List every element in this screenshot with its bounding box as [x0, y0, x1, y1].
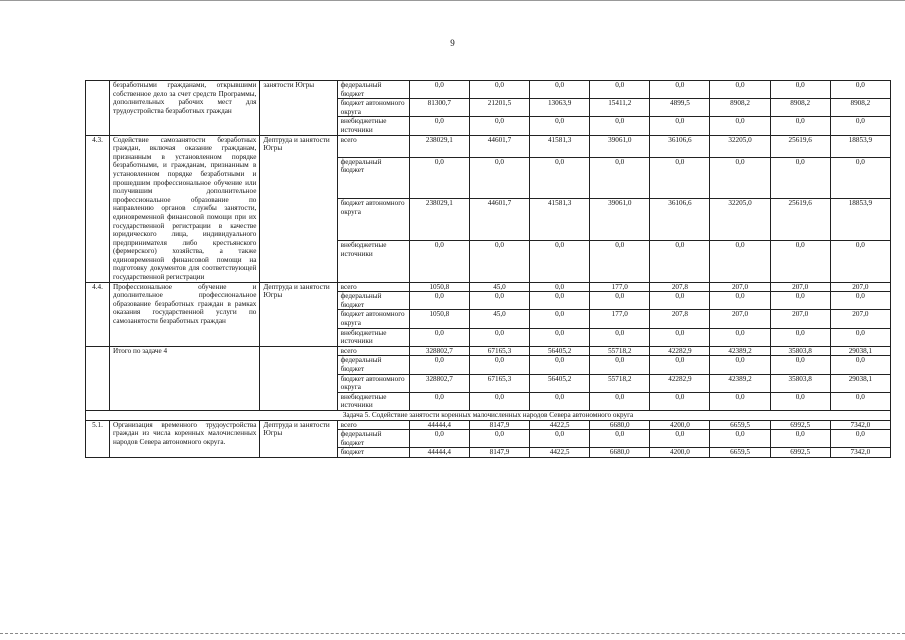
task-header-row	[86, 410, 891, 420]
funding-value: 41581,3	[530, 135, 590, 157]
funding-source: всего	[337, 346, 409, 356]
funding-source: внебюджетные источники	[337, 240, 409, 282]
funding-source: бюджет автономного округа	[337, 99, 409, 117]
funding-value: 0,0	[530, 430, 590, 448]
funding-value: 207,0	[770, 310, 830, 328]
table-row	[86, 420, 891, 430]
funding-value: 81300,7	[409, 99, 469, 117]
measure-description: Организация временного трудоустройства граждан из числа коренных малочисленных народов Севера автономного округа.	[110, 420, 260, 457]
funding-source: федеральный бюджет	[337, 157, 409, 199]
funding-value: 238029,1	[409, 199, 469, 241]
funding-value: 44601,7	[469, 135, 529, 157]
funding-value: 0,0	[590, 240, 650, 282]
funding-value: 0,0	[830, 157, 890, 199]
funding-value: 0,0	[830, 117, 890, 135]
funding-value: 0,0	[710, 392, 770, 410]
funding-value: 0,0	[650, 328, 710, 346]
funding-value: 42389,2	[710, 374, 770, 392]
funding-value: 0,0	[830, 392, 890, 410]
funding-value: 207,0	[830, 282, 890, 292]
funding-value: 177,0	[590, 310, 650, 328]
table-row	[86, 346, 891, 356]
task-title: Задача 5. Содействие занятости коренных малочисленных народов Севера автономного округа	[86, 410, 891, 420]
funding-value: 25619,6	[770, 135, 830, 157]
funding-value: 0,0	[770, 157, 830, 199]
funding-value: 207,0	[710, 310, 770, 328]
funding-value: 207,0	[770, 282, 830, 292]
funding-source: всего	[337, 282, 409, 292]
funding-value: 0,0	[590, 392, 650, 410]
funding-value: 0,0	[590, 356, 650, 374]
funding-value: 4422,5	[530, 448, 590, 458]
funding-value: 32205,0	[710, 199, 770, 241]
page-number: 9	[450, 38, 455, 48]
funding-value: 328802,7	[409, 374, 469, 392]
funding-value: 44444,4	[409, 420, 469, 430]
funding-source: бюджет автономного округа	[337, 374, 409, 392]
row-number: 4.3.	[86, 135, 110, 282]
responsible-executor: занятости Югры	[260, 81, 337, 136]
row-number: 5.1.	[86, 420, 110, 457]
funding-value: 0,0	[590, 430, 650, 448]
funding-value: 0,0	[770, 117, 830, 135]
funding-value: 0,0	[830, 430, 890, 448]
funding-source: федеральный бюджет	[337, 356, 409, 374]
funding-value: 0,0	[469, 392, 529, 410]
funding-value: 207,8	[650, 310, 710, 328]
funding-value: 0,0	[830, 328, 890, 346]
funding-value: 0,0	[530, 117, 590, 135]
funding-value: 0,0	[650, 81, 710, 99]
funding-value: 0,0	[530, 328, 590, 346]
responsible-executor: Дептруда и занятости Югры	[260, 282, 337, 346]
funding-source: внебюджетные источники	[337, 328, 409, 346]
funding-value: 18853,9	[830, 135, 890, 157]
funding-value: 0,0	[409, 157, 469, 199]
funding-value: 42389,2	[710, 346, 770, 356]
funding-source: федеральный бюджет	[337, 430, 409, 448]
funding-value: 0,0	[530, 157, 590, 199]
funding-table	[85, 80, 891, 458]
funding-value: 0,0	[409, 392, 469, 410]
table-body	[86, 81, 891, 458]
row-number	[86, 346, 110, 410]
funding-value: 0,0	[710, 240, 770, 282]
funding-value: 7342,0	[830, 448, 890, 458]
funding-value: 0,0	[469, 328, 529, 346]
funding-value: 238029,1	[409, 135, 469, 157]
funding-value: 0,0	[710, 430, 770, 448]
measure-description: безработными гражданами, открывшими собственное дело за счет средств Программы, дополнительных рабочих мест для трудоустройства безработных граждан	[110, 81, 260, 136]
funding-value: 8147,9	[469, 448, 529, 458]
funding-value: 0,0	[710, 356, 770, 374]
top-border-line	[0, 0, 905, 1]
funding-source: всего	[337, 135, 409, 157]
funding-value: 0,0	[650, 356, 710, 374]
funding-value: 6659,5	[710, 448, 770, 458]
funding-value: 4422,5	[530, 420, 590, 430]
funding-value: 25619,6	[770, 199, 830, 241]
funding-value: 0,0	[650, 117, 710, 135]
funding-value: 18853,9	[830, 199, 890, 241]
funding-value: 0,0	[530, 240, 590, 282]
funding-value: 0,0	[770, 392, 830, 410]
funding-value: 0,0	[409, 117, 469, 135]
funding-value: 0,0	[830, 356, 890, 374]
funding-value: 0,0	[409, 240, 469, 282]
funding-value: 0,0	[530, 282, 590, 292]
funding-value: 177,0	[590, 282, 650, 292]
funding-value: 0,0	[469, 430, 529, 448]
funding-value: 41581,3	[530, 199, 590, 241]
funding-value: 8908,2	[770, 99, 830, 117]
funding-value: 0,0	[590, 81, 650, 99]
funding-value: 0,0	[650, 292, 710, 310]
row-number	[86, 81, 110, 136]
funding-source: бюджет автономного округа	[337, 310, 409, 328]
funding-value: 55718,2	[590, 346, 650, 356]
funding-value: 8908,2	[710, 99, 770, 117]
funding-value: 0,0	[590, 117, 650, 135]
funding-value: 55718,2	[590, 374, 650, 392]
funding-value: 0,0	[530, 392, 590, 410]
funding-source: бюджет	[337, 448, 409, 458]
funding-value: 56405,2	[530, 374, 590, 392]
funding-value: 0,0	[530, 81, 590, 99]
measure-description: Содействие самозанятости безработных граждан, включая оказание гражданам, признанным в установленном порядке безработными, и гражданам, признанным в установленном порядке безработными и прошедшим профессиональное обучение или получившим дополнительное профессиональное образование по направлению органов службы занятости, единовременной финансовой помощи при их государственной регистрации в качестве юридического лица, индивидуального предпринимателя либо крестьянского (фермерского) хозяйства, а также единовременной финансовой помощи на подготовку документов для соответствующей государственной регистрации	[110, 135, 260, 282]
funding-value: 44601,7	[469, 199, 529, 241]
funding-value: 0,0	[830, 240, 890, 282]
funding-value: 6680,0	[590, 420, 650, 430]
funding-value: 45,0	[469, 282, 529, 292]
funding-value: 0,0	[409, 328, 469, 346]
funding-value: 0,0	[650, 157, 710, 199]
funding-value: 56405,2	[530, 346, 590, 356]
funding-value: 36106,6	[650, 135, 710, 157]
funding-value: 6680,0	[590, 448, 650, 458]
funding-value: 0,0	[830, 81, 890, 99]
funding-value: 0,0	[590, 328, 650, 346]
funding-source: федеральный бюджет	[337, 81, 409, 99]
funding-value: 32205,0	[710, 135, 770, 157]
funding-value: 35803,8	[770, 374, 830, 392]
funding-value: 0,0	[409, 81, 469, 99]
responsible-executor: Дептруда и занятости Югры	[260, 420, 337, 457]
funding-value: 0,0	[650, 430, 710, 448]
funding-value: 0,0	[770, 430, 830, 448]
funding-source: всего	[337, 420, 409, 430]
funding-value: 0,0	[710, 328, 770, 346]
funding-value: 0,0	[770, 328, 830, 346]
funding-value: 6992,5	[770, 448, 830, 458]
table-row	[86, 135, 891, 157]
measure-description: Итого по задаче 4	[110, 346, 260, 410]
funding-value: 45,0	[469, 310, 529, 328]
funding-value: 0,0	[770, 292, 830, 310]
funding-value: 36106,6	[650, 199, 710, 241]
funding-value: 7342,0	[830, 420, 890, 430]
funding-value: 42282,9	[650, 346, 710, 356]
funding-value: 1050,8	[409, 310, 469, 328]
funding-value: 13063,9	[530, 99, 590, 117]
bottom-border-line	[0, 633, 905, 635]
funding-value: 207,8	[650, 282, 710, 292]
funding-value: 21201,5	[469, 99, 529, 117]
table-row	[86, 81, 891, 99]
funding-value: 0,0	[469, 117, 529, 135]
funding-value: 207,0	[830, 310, 890, 328]
responsible-executor	[260, 346, 337, 410]
funding-value: 1050,8	[409, 282, 469, 292]
funding-value: 67165,3	[469, 346, 529, 356]
funding-value: 0,0	[710, 157, 770, 199]
funding-value: 39061,0	[590, 199, 650, 241]
funding-value: 0,0	[770, 240, 830, 282]
funding-source: внебюджетные источники	[337, 117, 409, 135]
funding-value: 0,0	[770, 356, 830, 374]
measure-description: Профессиональное обучение и дополнительное профессиональное образование безработных граждан в рамках оказания государственной услуги по самозанятости безработных граждан	[110, 282, 260, 346]
funding-value: 0,0	[469, 292, 529, 310]
funding-value: 29038,1	[830, 346, 890, 356]
funding-value: 0,0	[409, 292, 469, 310]
funding-source: бюджет автономного округа	[337, 199, 409, 241]
funding-value: 0,0	[530, 310, 590, 328]
row-number: 4.4.	[86, 282, 110, 346]
funding-value: 0,0	[409, 430, 469, 448]
funding-value: 0,0	[530, 292, 590, 310]
funding-value: 0,0	[469, 157, 529, 199]
funding-value: 39061,0	[590, 135, 650, 157]
funding-source: федеральный бюджет	[337, 292, 409, 310]
funding-value: 207,0	[710, 282, 770, 292]
funding-value: 4200,0	[650, 420, 710, 430]
funding-value: 0,0	[469, 81, 529, 99]
funding-value: 0,0	[530, 356, 590, 374]
funding-value: 6992,5	[770, 420, 830, 430]
funding-value: 0,0	[830, 292, 890, 310]
funding-value: 0,0	[650, 392, 710, 410]
table-row	[86, 282, 891, 292]
funding-value: 0,0	[710, 117, 770, 135]
funding-value: 0,0	[710, 81, 770, 99]
funding-source: внебюджетные источники	[337, 392, 409, 410]
responsible-executor: Дептруда и занятости Югры	[260, 135, 337, 282]
funding-value: 0,0	[650, 240, 710, 282]
funding-value: 4899,5	[650, 99, 710, 117]
funding-value: 8908,2	[830, 99, 890, 117]
funding-value: 0,0	[469, 240, 529, 282]
funding-value: 6659,5	[710, 420, 770, 430]
funding-value: 4200,0	[650, 448, 710, 458]
funding-value: 8147,9	[469, 420, 529, 430]
funding-value: 0,0	[469, 356, 529, 374]
funding-value: 0,0	[770, 81, 830, 99]
funding-value: 328802,7	[409, 346, 469, 356]
funding-value: 0,0	[409, 356, 469, 374]
funding-value: 15411,2	[590, 99, 650, 117]
funding-value: 35803,8	[770, 346, 830, 356]
funding-value: 0,0	[710, 292, 770, 310]
funding-value: 0,0	[590, 157, 650, 199]
funding-value: 0,0	[590, 292, 650, 310]
funding-value: 29038,1	[830, 374, 890, 392]
funding-value: 67165,3	[469, 374, 529, 392]
funding-value: 44444,4	[409, 448, 469, 458]
funding-value: 42282,9	[650, 374, 710, 392]
